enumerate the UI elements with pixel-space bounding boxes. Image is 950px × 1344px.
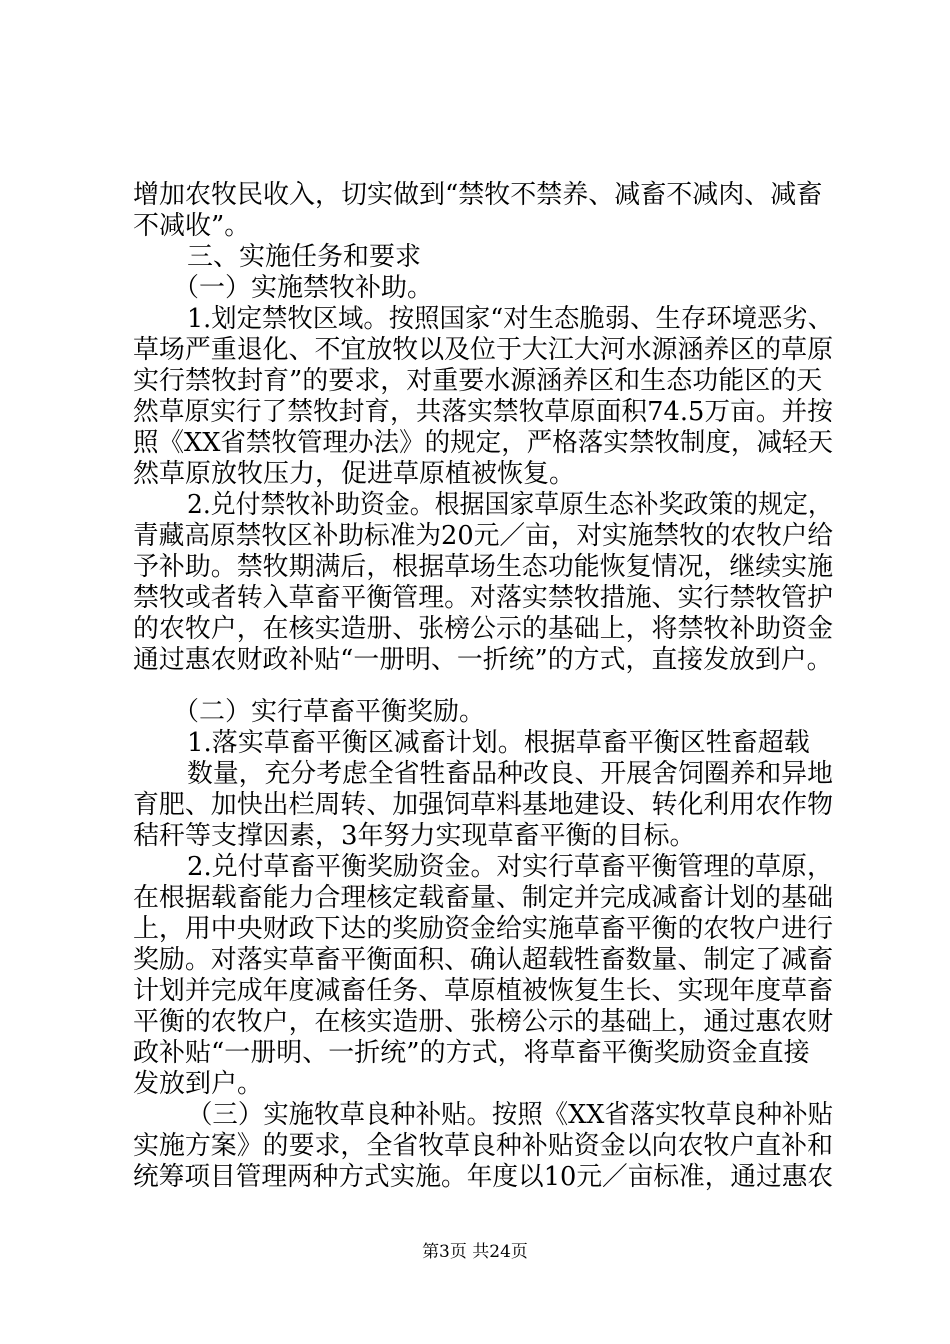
body-text-line: 予补助。禁牧期满后，根据草场生态功能恢复情况，继续实施 xyxy=(133,552,834,582)
body-text-line: 计划并完成年度减畜任务、草原植被恢复生长、实现年度草畜 xyxy=(133,976,834,1006)
section-heading: 三、实施任务和要求 xyxy=(187,242,422,272)
body-text-line: 在根据载畜能力合理核定载畜量、制定并完成减畜计划的基础 xyxy=(133,883,834,913)
body-text-line: 政补贴“一册明、一折统”的方式，将草畜平衡奖励资金直接 xyxy=(133,1038,810,1068)
body-text-line: 1.落实草畜平衡区减畜计划。根据草畜平衡区牲畜超载 xyxy=(187,728,810,758)
body-text-line: 统筹项目管理两种方式实施。年度以10元／亩标准，通过惠农 xyxy=(133,1162,834,1192)
body-text-line: 通过惠农财政补贴“一册明、一折统”的方式，直接发放到户。 xyxy=(133,645,833,675)
body-text-line: 实施方案》的要求，全省牧草良种补贴资金以向农牧户直补和 xyxy=(133,1131,834,1161)
body-text-line: 然草原放牧压力，促进草原植被恢复。 xyxy=(133,459,576,489)
page-footer: 第3页 共24页 xyxy=(422,1242,528,1262)
body-text-line: 2.兑付禁牧补助资金。根据国家草原生态补奖政策的规定， xyxy=(187,490,833,520)
body-text-line: 奖励。对落实草畜平衡面积、确认超载牲畜数量、制定了减畜 xyxy=(133,945,834,975)
body-text-line: 上，用中央财政下达的奖励资金给实施草畜平衡的农牧户进行 xyxy=(133,914,834,944)
body-text-line: 然草原实行了禁牧封育，共落实禁牧草原面积74.5万亩。并按 xyxy=(133,397,833,427)
body-text-line: 的农牧户，在核实造册、张榜公示的基础上，将禁牧补助资金 xyxy=(133,614,834,644)
body-text-line: 青藏高原禁牧区补助标准为20元／亩，对实施禁牧的农牧户给 xyxy=(133,521,834,551)
body-text-line: 实行禁牧封育”的要求，对重要水源涵养区和生态功能区的天 xyxy=(133,366,823,396)
subsection-heading: （二）实行草畜平衡奖励。 xyxy=(173,697,486,727)
body-text-line: 禁牧或者转入草畜平衡管理。对落实禁牧措施、实行禁牧管护 xyxy=(133,583,834,613)
body-text-line: 草场严重退化、不宜放牧以及位于大江大河水源涵养区的草原 xyxy=(133,335,834,365)
body-text-line: 增加农牧民收入，切实做到“禁牧不禁养、减畜不减肉、减畜 xyxy=(133,180,823,210)
body-text-line: 秸秆等支撑因素，3年努力实现草畜平衡的目标。 xyxy=(133,821,696,851)
body-text-line: 平衡的农牧户，在核实造册、张榜公示的基础上，通过惠农财 xyxy=(133,1007,834,1037)
body-text-line: 1.划定禁牧区域。按照国家“对生态脆弱、生存环境恶劣、 xyxy=(187,304,834,334)
subsection-heading: （三）实施牧草良种补贴。按照《XX省落实牧草良种补贴 xyxy=(187,1100,834,1130)
body-text-line: 育肥、加快出栏周转、加强饲草料基地建设、转化利用农作物 xyxy=(133,790,834,820)
body-text-line: 数量，充分考虑全省牲畜品种改良、开展舍饲圈养和异地 xyxy=(187,759,833,789)
body-text-line: 照《XX省禁牧管理办法》的规定，严格落实禁牧制度，减轻天 xyxy=(133,428,834,458)
body-text-line: 发放到户。 xyxy=(133,1069,264,1099)
body-text-line: 不减收”。 xyxy=(133,211,251,241)
subsection-heading: （一）实施禁牧补助。 xyxy=(173,273,434,303)
body-text-line: 2.兑付草畜平衡奖励资金。对实行草畜平衡管理的草原， xyxy=(187,852,833,882)
